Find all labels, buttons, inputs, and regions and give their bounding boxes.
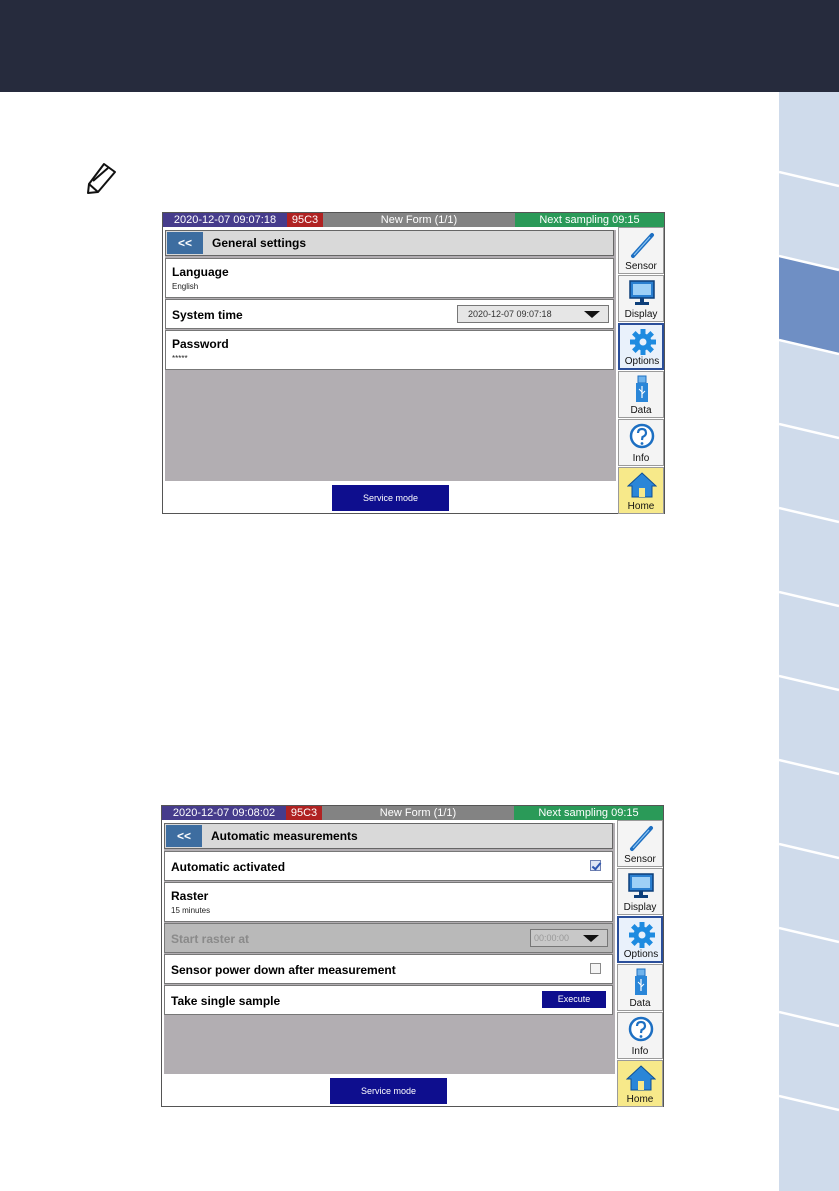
status-bar <box>162 806 663 820</box>
raster-label: Raster <box>171 889 209 903</box>
top-banner <box>0 0 839 92</box>
status-form: New Form (1/1) <box>322 806 514 820</box>
automatic-activated-label: Automatic activated <box>171 860 286 874</box>
raster-value: 15 minutes <box>171 906 211 915</box>
nav-home-label: Home <box>627 501 655 512</box>
nav-info-label: Info <box>631 1046 649 1057</box>
status-datetime: 2020-12-07 09:08:02 <box>162 806 286 820</box>
nav-options-label: Options <box>623 949 659 960</box>
nav-info[interactable] <box>618 419 664 466</box>
house-icon <box>627 471 657 499</box>
usb-icon <box>627 375 657 403</box>
nav-options[interactable] <box>618 323 664 370</box>
settings-panel <box>164 823 615 1074</box>
chapter-tabs <box>779 92 839 1191</box>
general-settings-screen <box>162 212 665 514</box>
nav-sensor-label: Sensor <box>625 261 657 272</box>
back-button[interactable]: << <box>167 232 203 254</box>
status-datetime: 2020-12-07 09:07:18 <box>163 213 287 227</box>
nav-home-label: Home <box>626 1094 654 1105</box>
panel-header <box>165 230 614 256</box>
status-next-sampling: Next sampling 09:15 <box>514 806 663 820</box>
nav-sensor[interactable] <box>617 820 663 867</box>
usb-icon <box>626 968 656 996</box>
gear-icon <box>628 328 658 356</box>
pen-icon <box>627 231 657 259</box>
raster-row[interactable] <box>164 882 613 922</box>
nav-info-label: Info <box>632 453 650 464</box>
nav-info[interactable] <box>617 1012 663 1059</box>
nav-display[interactable] <box>617 868 663 915</box>
settings-panel <box>165 230 616 481</box>
status-code: 95C3 <box>287 213 323 227</box>
dropdown-arrow-icon <box>584 311 600 318</box>
monitor-icon <box>627 279 657 307</box>
nav-data[interactable] <box>617 964 663 1011</box>
status-bar <box>163 213 664 227</box>
pen-icon <box>626 824 656 852</box>
nav-options-label: Options <box>624 356 660 367</box>
sensor-power-down-checkbox[interactable] <box>590 963 601 974</box>
language-value: English <box>172 282 199 291</box>
nav-options[interactable] <box>617 916 663 963</box>
nav-data[interactable] <box>618 371 664 418</box>
nav-home[interactable] <box>617 1060 663 1107</box>
start-raster-dropdown[interactable] <box>530 929 608 947</box>
panel-header <box>164 823 613 849</box>
nav-sensor-label: Sensor <box>624 854 656 865</box>
system-time-label: System time <box>172 308 243 322</box>
question-icon <box>627 423 657 451</box>
monitor-icon <box>626 872 656 900</box>
status-form: New Form (1/1) <box>323 213 515 227</box>
service-mode-button[interactable]: Service mode <box>330 1078 447 1104</box>
automatic-activated-checkbox[interactable] <box>590 860 601 871</box>
password-label: Password <box>172 337 229 351</box>
system-time-value: 2020-12-07 09:07:18 <box>468 309 552 319</box>
system-time-dropdown[interactable] <box>457 305 609 323</box>
take-single-sample-label: Take single sample <box>171 994 281 1008</box>
nav-display-label: Display <box>624 309 658 320</box>
question-icon <box>626 1016 656 1044</box>
panel-title: General settings <box>212 236 307 250</box>
back-button[interactable]: << <box>166 825 202 847</box>
nav-data-label: Data <box>629 998 651 1009</box>
start-raster-row <box>164 923 613 953</box>
nav-display-label: Display <box>623 902 657 913</box>
panel-title: Automatic measurements <box>211 829 358 843</box>
status-next-sampling: Next sampling 09:15 <box>515 213 664 227</box>
dropdown-arrow-icon <box>583 935 599 942</box>
execute-button[interactable]: Execute <box>542 991 606 1008</box>
status-code: 95C3 <box>286 806 322 820</box>
side-nav <box>617 820 663 1106</box>
password-value: ***** <box>172 354 188 363</box>
note-pencil-icon <box>84 160 120 196</box>
system-time-row <box>165 299 614 329</box>
service-mode-button[interactable]: Service mode <box>332 485 449 511</box>
take-single-sample-row <box>164 985 613 1015</box>
automatic-measurements-screen <box>161 805 664 1107</box>
automatic-activated-row <box>164 851 613 881</box>
nav-sensor[interactable] <box>618 227 664 274</box>
nav-display[interactable] <box>618 275 664 322</box>
nav-home[interactable] <box>618 467 664 514</box>
start-raster-label: Start raster at <box>171 932 250 946</box>
sensor-power-down-row <box>164 954 613 984</box>
language-row[interactable] <box>165 258 614 298</box>
house-icon <box>626 1064 656 1092</box>
sensor-power-down-label: Sensor power down after measurement <box>171 963 396 977</box>
language-label: Language <box>172 265 229 279</box>
gear-icon <box>627 921 657 949</box>
password-row[interactable] <box>165 330 614 370</box>
start-raster-value: 00:00:00 <box>534 933 570 943</box>
nav-data-label: Data <box>630 405 652 416</box>
side-nav <box>618 227 664 513</box>
